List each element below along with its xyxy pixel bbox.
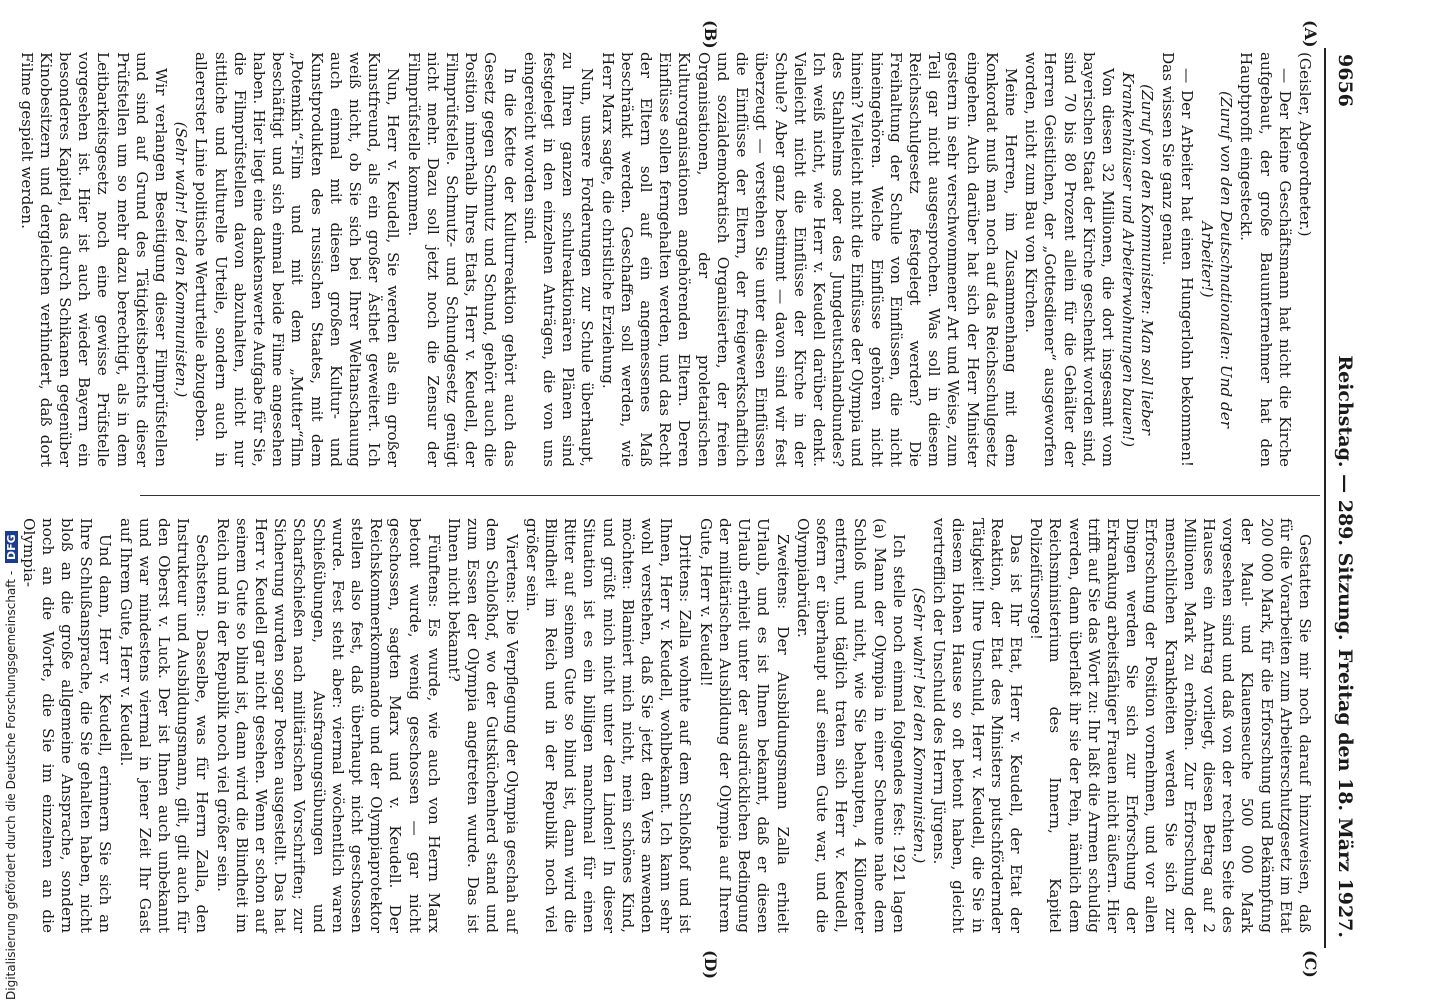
rotated-content xyxy=(17,20,1360,980)
paragraph: — Der kleine Geschäftsmann hat nicht die Kirche aufgebaut, der große Bauunternehmer hat den Hauptprofit eingesteckt. xyxy=(1237,52,1294,467)
paragraph: — Der Arbeiter hat einen Hungerlohn bekommen! Das wissen Sie ganz genau. xyxy=(1158,52,1196,467)
paragraph: Wir verlangen Beseitigung dieser Filmprüfstellen und sind auf Grund des Tätigkeitsberichts dieser Prüfstellen um so mehr dazu berechtigt, als in dem Leitbarkeitsgesetz noch eine gewisse Prüfstelle vorgesehen ist. Hier ist auch wieder Bayern ein besonderes Kapitel, das durch Schikanen gegenüber Kinobesitzern und dergleichen verhindert, daß dort Filme gespielt werden. xyxy=(17,52,171,467)
header-rule xyxy=(1324,48,1326,948)
margin-mark-d: (D) xyxy=(701,950,720,980)
paragraph: Drittens: Zalla wohnte auf dem Schloßhof und ist Ihnen, Herr v. Keudell, wohlbekannt. Ich kann sehr wohl verstehen, daß Sie jetzt den Vers anwenden möchten: Blamiert mich nicht, mein schönes Kind, und grüßt mich nicht unter den Linden! In dieser Situation ist es ein billigen manchmal für einen Ritter auf seinem Gute so blind ist, dann wird die Blindheit im Reich und in der Republik noch viel größer sein. xyxy=(522,518,695,933)
paragraph: Zweitens: Der Ausbildungsmann Zalla erhielt Urlaub, und es ist Ihnen bekannt, daß er diesen Urlaub erhielt unter der ausdrücklichen Bedingung der militärischen Ausbildung der Olympia auf Ihrem Gute, Herr v. Keudell! xyxy=(696,518,792,933)
margin-mark-c: (C) xyxy=(1301,950,1320,978)
paragraph: (Sehr wahr! bei den Kommunisten.) xyxy=(909,587,928,864)
paragraph: Nun, Herr v. Keudell, Sie werden als ein großer Kunstfreund, als ein großer Ästhet geweitert. Ich weiß nicht, ob Sie sich bei Ihrer Weltanschauung auch einmal mit diesen großen Kultur- und Kunstprodukten des russischen Staates, mit dem „Potemkin“-Film und mit dem „Mutter“film beschäftigt und sich einmal beide Filme angesehen haben. Hier liegt eine dankenswerte Aufgabe für Sie, die Filmprüfstellen davon abzuhalten, nicht nur sittliche und kulturelle Urteile, sondern auch in allererster Linie politische Werturteile abzugeben. xyxy=(192,52,403,467)
paragraph: (Geisler, Abgeordneter.) xyxy=(1296,52,1314,237)
paragraph: Gestatten Sie mir noch darauf hinzuweisen, daß für die Vorarbeiten zum Arbeiterschutzgesetz im Etat 200 000 Mark, für die Erforschung und Bekämpfung der Maul- und Klauenseuche 500 000 Mark vorgesehen sind und daß von der rechten Seite des Hauses ein Antrag vorliegt, diesen Betrag auf 2 Millionen Mark zu erhöhen. Zur Erforschung der menschlichen Krankheiten werden Sie sich zur Erforschung der Position vornehmen, und vor allen Dingen werden Sie sich zur Erforschung der Erkrankung arbeitsfähiger Frauen nicht äußern. Hier trifft auf Sie das Wort zu: Ihr laßt die Armen schuldig werden, dann überlaßt ihr sie der Pein, nämlich dem Reichsministerium des Innern, Kapitel Polizeifürsorge! xyxy=(1027,518,1314,933)
column-divider xyxy=(140,495,1320,496)
digitization-credit xyxy=(4,531,18,1000)
right-column xyxy=(19,518,1314,933)
paragraph: Ich stelle noch einmal folgendes fest: 1921 lagen (a) Mann der Olympia in einer Scheune nahe dem Schloß und nicht, wie Sie behaupten, 4 Kilometer entfernt, und täglich traten sich Herr v. Keudell, sofern er überhaupt auf seinem Gute war, und die Olympiabrüder. xyxy=(793,518,908,933)
margin-mark-a: (A) xyxy=(1301,20,1320,48)
paragraph: In die Kette der Kulturreaktion gehört auch das Gesetz gegen Schmutz und Schund, gehört auch die Position innerhalb Ihres Etats, Herr v. Keudell, der Filmprüfstelle. Schmutz- und Schundgesetz genügt nicht mehr. Dazu soll jetzt noch die Zensur der Filmprüfstelle kommen. xyxy=(404,52,519,467)
margin-mark-b: (B) xyxy=(701,20,720,49)
credit-text: Digitalisierung gefördert durch die Deutsche Forschungsgemeinschaft - xyxy=(4,570,18,1000)
paragraph: (Zuruf von den Deutschnationalen: Und der Arbeiter!) xyxy=(1197,91,1236,428)
page-header xyxy=(1330,48,1360,948)
header-title: Reichstag. — 289. Sitzung. xyxy=(1334,355,1356,641)
paragraph: (Sehr wahr! bei den Kommunisten.) xyxy=(172,121,191,398)
paragraph: Von diesen 32 Millionen, die dort insgesamt vom bayerischen Staat der Kirche geschenkt worden sind, sind 70 bis 80 Prozent allein für die Gehälter der Herren Geistlichen, der „Gottesdiener“ ausgeworfen worden, nicht zum Bau von Kirchen. xyxy=(1022,52,1117,467)
paragraph: Und dann, Herr v. Keudell, erinnern Sie sich an Ihre Schlußansprache, die Sie gehalten haben, nicht bloß an die große allgemeine Ansprache, sondern noch an die Worte, die Sie im einzelnen an die Olympia- xyxy=(19,518,115,933)
paragraph: Das ist Ihr Etat, Herr v. Keudell, der Etat der Reaktion, der Etat des Ministers putschfördernder Tätigkeit! Ihre Unschuld, Herr v. Keudell, die Sie in diesem Hohen Hause so oft betont haben, gleicht vertrefflich der Unschuld des Herrn Jürgens. xyxy=(930,518,1025,933)
left-column xyxy=(17,52,1314,467)
paragraph: (Zuruf von den Kommunisten: Man soll lieber Krankenhäuser und Arbeiterwohnungen bauen!) xyxy=(1119,71,1157,448)
paragraph: Sechstens: Dasselbe, was für Herrn Zalla, den Instrukteur und Ausbildungsmann, gilt, gilt auch für den Oberst v. Luck. Der ist Ihnen auch unbekannt und war mindestens viermal in jener Zeit Ihr Gast auf Ihrem Gute, Herr v. Keudell. xyxy=(116,518,212,933)
header-date: Freitag den 18. März 1927. xyxy=(1334,648,1356,938)
paragraph: Meine Herren, im Zusammenhang mit dem Konkordat muß man noch auf das Reichsschulgesetz eingehen. Auch darüber hat sich der Herr Minister gestern in sehr verschwommener Art und Weise, zum Teil gar nicht ausgesprochen. Was soll in diesem Reichsschulgesetz festgelegt werden? Die Freihaltung der Schule von Einflüssen, die nicht hineingehören. Welche Einflüsse gehören nicht hinein? Vielleicht nicht die Einflüsse der Olympia und des Stahlhelms oder des Jungdeutschlandbundes? Ich weiß nicht, wie Herr v. Keudell darüber denkt. Vielleicht nicht die Einflüsse der Kirche in der Schule? Aber ganz bestimmt — davon sind wir fest überzeugt — verstehen Sie unter diesen Einflüssen die Einflüsse der Eltern, der freigewerkschaftlich und sozialdemokratisch Organisierten, der freien Organisationen, der proletarischen Kulturorganisationen angehörenden Eltern. Deren Einflüsse sollen ferngehalten werden, und das Recht der Eltern soll auf ein angemessenes Maß beschränkt werden. Geschaffen soll werden, wie Herr Marx sagte, die christliche Erziehung. xyxy=(598,52,1020,467)
page-number: 9656 xyxy=(1334,54,1356,107)
paragraph: Viertens: Die Verpflegung der Olympia geschah auf dem Schloßhof, wo der Gutsküchenherd stand und zum Essen der Olympia angetreten wurde. Das ist Ihnen nicht bekannt? xyxy=(445,518,521,933)
paragraph: Nun, unsere Forderungen zur Schule überhaupt, zu Ihren ganzen schulreaktionären Plänen sind festgelegt in den einzelnen Anträgen, die von uns eingereicht worden sind. xyxy=(520,52,597,467)
paragraph: Fünftens: Es wurde, wie auch von Herrn Marx betont wurde, wenig geschossen — gar nicht geschossen, sagten Marx und v. Keudell. Der Reichskommerkommando und der Olympiaprotektor stellen also fest, daß überhaupt nicht geschossen wurde. Fest steht aber: viermal wöchentlich waren Schießübungen, Ausfragungsübungen und Scharfschießen nach militärischen Vorschriften; zur Sicherung wurden sogar Posten ausgestellt. Das hat Herr v. Keudell gar nicht gesehen. Wenn er schon auf seinem Gute so blind ist, dann wird die Blindheit im Reich und in der Republik noch viel größer sein. xyxy=(213,518,443,933)
dfg-logo: DFG xyxy=(5,531,18,563)
